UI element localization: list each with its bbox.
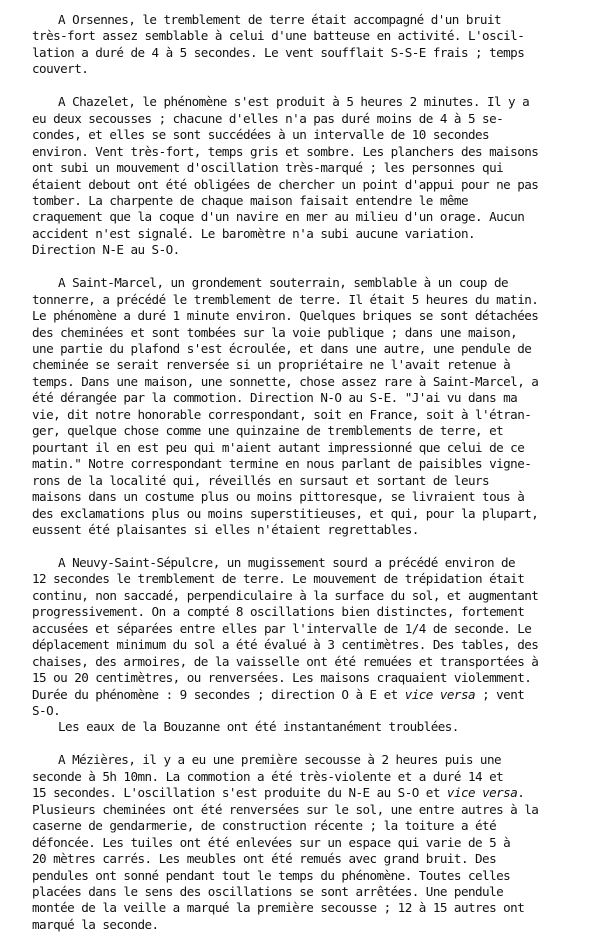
text-line: tomber. La charpente de chaque maison faisait entendre le même	[32, 192, 468, 208]
text-line: couvert.	[32, 61, 89, 77]
text-line: des exclamations plus ou moins superstitieuses, et qui, pour la plupart,	[32, 505, 539, 521]
text-line: étaient debout ont été obligées de chercher un point d'appui pour ne pas	[32, 176, 539, 192]
text-line: temps. Dans une maison, une sonnette, chose assez rare à Saint-Marcel, a	[32, 373, 539, 389]
text-column	[32, 12, 568, 933]
text-line: marqué la seconde.	[32, 916, 159, 932]
text-line: progressivement. On a compté 8 oscillations bien distinctes, fortement	[32, 604, 525, 620]
paragraph-orsennes	[32, 12, 568, 78]
paragraph-saint-marcel	[32, 275, 568, 538]
text-line: des cheminées et sont tombées sur la voie publique ; dans une maison,	[32, 324, 518, 340]
text-line: eussent été plaisantes si elles n'étaient regrettables.	[32, 522, 419, 538]
text-line: 15 ou 20 centimètres, ou renversées. Les maisons craquaient violemment.	[32, 670, 532, 686]
text-line: été dérangée par la commotion. Direction N-O au S-E. "J'ai vu dans ma	[32, 390, 518, 406]
text-line: caserne de gendarmerie, de construction récente ; la toiture a été	[32, 818, 497, 834]
text-line: accident n'est signalé. Le baromètre n'a subi aucune variation.	[32, 225, 476, 241]
paragraph-chazelet	[32, 94, 568, 259]
text-line: A Chazelet, le phénomène s'est produit à 5 heures 2 minutes. Il y a	[58, 94, 530, 110]
text-line: seconde à 5h 10mn. La commotion a été très-violente et a duré 14 et	[32, 768, 504, 784]
text-line: craquement que la coque d'un navire en mer au milieu d'un orage. Aucun	[32, 209, 525, 225]
text-line: Direction N-E au S-O.	[32, 242, 180, 258]
text-line: ger, quelque chose comme une quinzaine de tremblements de terre, et	[32, 423, 504, 439]
text-line: condes, et elles se sont succédées à un intervalle de 10 secondes	[32, 127, 490, 143]
text-line: chaises, des armoires, de la vaisselle ont été remuées et transportées à	[32, 653, 539, 669]
text-line: Durée du phénomène : 9 secondes ; direction O à E et vice versa ; vent	[32, 686, 525, 702]
text-line: une partie du plafond s'est écroulée, et dans une autre, une pendule de	[32, 341, 532, 357]
text-line: tonnerre, a précédé le tremblement de terre. Il était 5 heures du matin.	[32, 291, 539, 307]
text-line: pendules ont sonné pendant tout le temps du phénomène. Toutes celles	[32, 867, 511, 883]
text-line: très-fort assez semblable à celui d'une batteuse en activité. L'oscil-	[32, 28, 525, 44]
text-line: placées dans le sens des oscillations se sont arrêtées. Une pendule	[32, 883, 504, 899]
text-line: continu, non saccadé, perpendiculaire à la surface du sol, et augmentant	[32, 587, 539, 603]
text-line: pourtant il en est peu qui m'aient autant impressionné que celui de ce	[32, 439, 525, 455]
text-line: 12 secondes le tremblement de terre. Le mouvement de trépidation était	[32, 571, 525, 587]
text-line: environ. Vent très-fort, temps gris et sombre. Les planchers des maisons	[32, 143, 539, 159]
paragraph-bouzanne	[32, 719, 568, 735]
text-line: 20 mètres carrés. Les meubles ont été remués avec grand bruit. Des	[32, 851, 497, 867]
text-line: A Saint-Marcel, un grondement souterrain, semblable à un coup de	[58, 275, 509, 291]
text-line: lation a duré de 4 à 5 secondes. Le vent soufflait S-S-E frais ; temps	[32, 44, 525, 60]
text-line: déplacement minimum du sol a été évalué à 3 centimètres. Des tables, des	[32, 637, 539, 653]
text-line: A Orsennes, le tremblement de terre était accompagné d'un bruit	[58, 12, 502, 27]
text-line: matin." Notre correspondant termine en nous parlant de paisibles vigne-	[32, 456, 532, 472]
text-line: cheminée se serait renversée si un propriétaire ne l'avait retenue à	[32, 357, 511, 373]
text-line: A Mézières, il y a eu une première secousse à 2 heures puis une	[58, 752, 502, 768]
text-line: ont subi un mouvement d'oscillation très-marqué ; les personnes qui	[32, 160, 504, 176]
text-line: eu deux secousses ; chacune d'elles n'a pas duré moins de 4 à 5 se-	[32, 110, 504, 126]
text-line: défoncée. Les tuiles ont été enlevées sur un espace qui varie de 5 à	[32, 834, 511, 850]
paragraph-mezieres	[32, 752, 568, 933]
text-line: vie, dit notre honorable correspondant, soit en France, soit à l'étran-	[32, 406, 532, 422]
text-line: Le phénomène a duré 1 minute environ. Quelques briques se sont détachées	[32, 308, 539, 324]
text-line: Les eaux de la Bouzanne ont été instantanément troublées.	[58, 719, 459, 735]
paragraph-neuvy	[32, 555, 568, 720]
text-line: Plusieurs cheminées ont été renversées sur le sol, une entre autres à la	[32, 801, 539, 817]
text-line: A Neuvy-Saint-Sépulcre, un mugissement sourd a précédé environ de	[58, 554, 516, 570]
text-line: maisons dans un costume plus ou moins pittoresque, se livraient tous à	[32, 489, 525, 505]
text-line: S-O.	[32, 702, 61, 718]
text-line: 15 secondes. L'oscillation s'est produite du N-E au S-O et vice versa.	[32, 785, 525, 801]
text-line: rons de la localité qui, réveillés en sursaut et sortant de leurs	[32, 472, 490, 488]
text-line: montée de la veille a marqué la première secousse ; 12 à 15 autres ont	[32, 900, 525, 916]
text-line: accusées et séparées entre elles par l'intervalle de 1/4 de seconde. Le	[32, 620, 532, 636]
